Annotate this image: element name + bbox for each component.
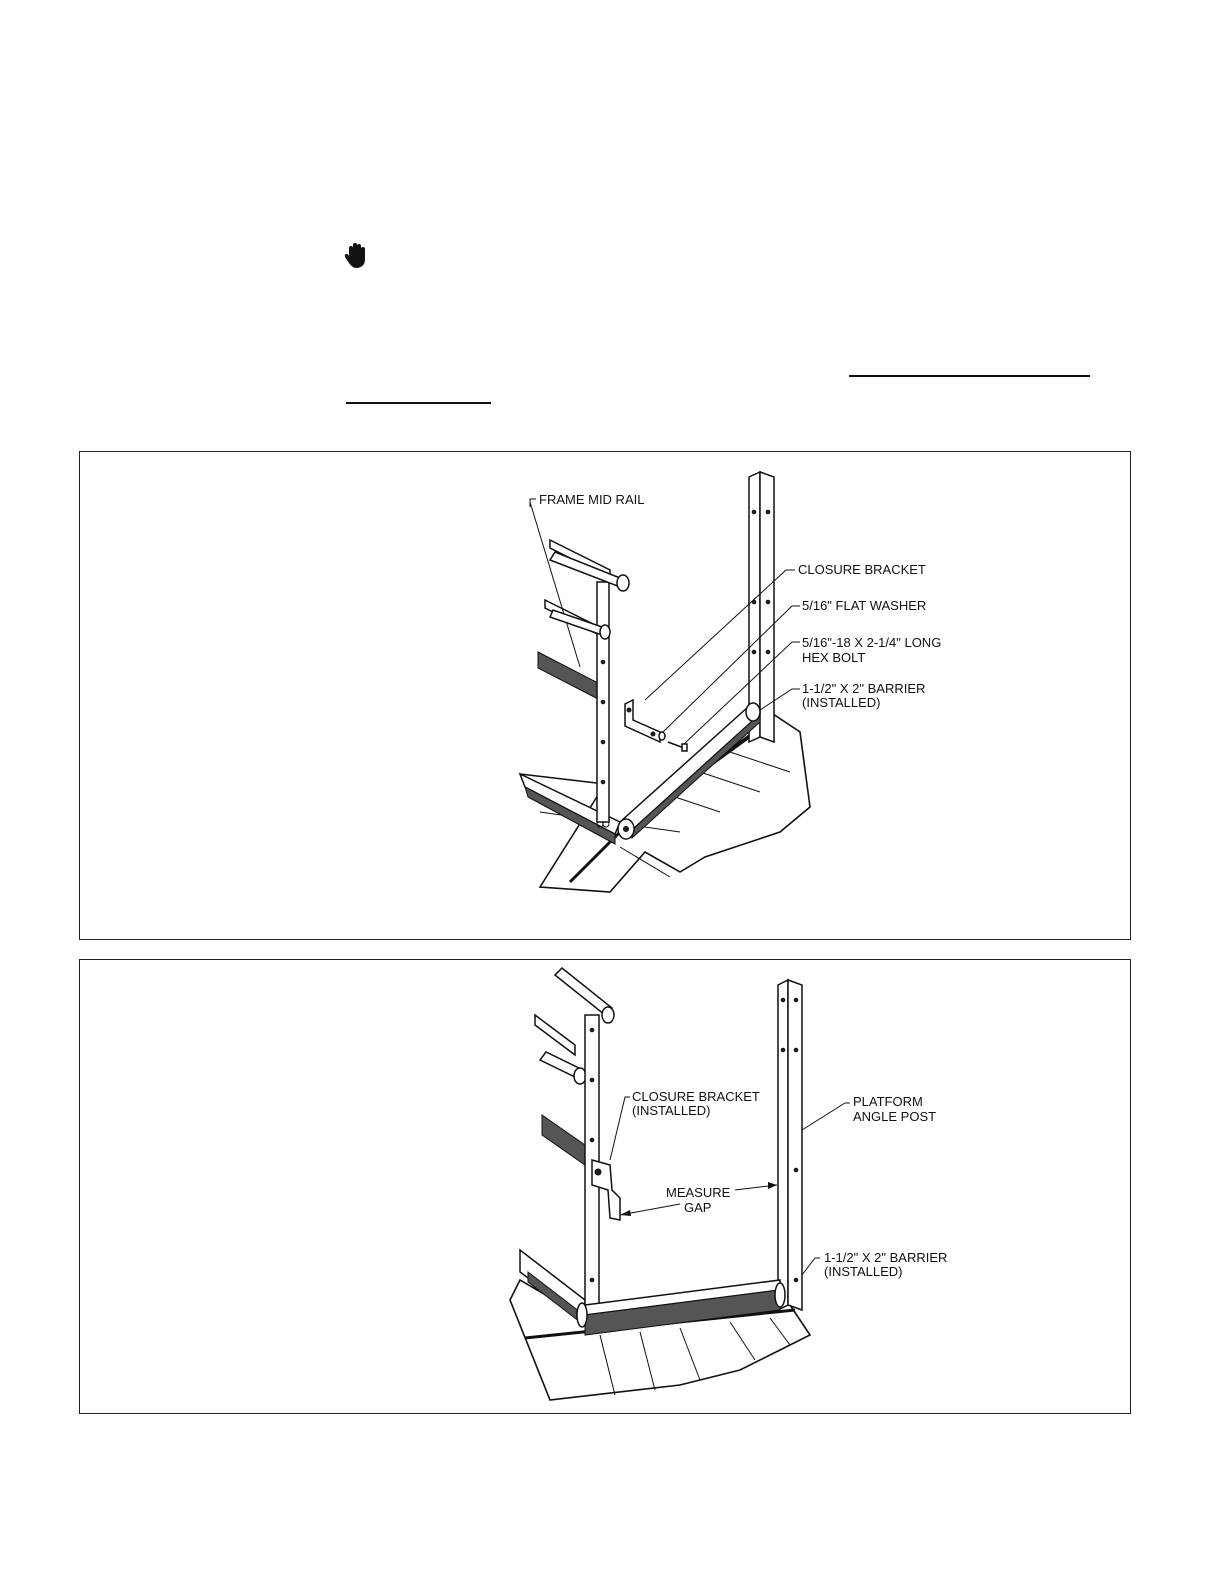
label-measure-line2: GAP [684, 1200, 712, 1215]
barrier-installed [577, 1280, 785, 1335]
label-barrier-line2: (INSTALLED) [802, 695, 881, 710]
underline-segment-2 [346, 402, 491, 404]
label-barrier-line1: 1-1/2" X 2" BARRIER [802, 681, 926, 696]
closure-bracket-part [625, 700, 660, 742]
label-frame-mid-rail: FRAME MID RAIL [539, 492, 645, 507]
label-angle-post-line2: ANGLE POST [853, 1109, 937, 1124]
label-barrier-line2: (INSTALLED) [824, 1264, 903, 1279]
underline-segment-1 [849, 375, 1090, 377]
label-closure-bracket-line2: (INSTALLED) [632, 1103, 711, 1118]
label-flat-washer: 5/16" FLAT WASHER [802, 598, 927, 613]
label-hex-bolt-line2: HEX BOLT [802, 650, 866, 665]
platform-angle-post [778, 980, 802, 1310]
label-closure-bracket: CLOSURE BRACKET [798, 562, 926, 577]
platform-angle-post [749, 472, 774, 742]
figure-closure-bracket-exploded [79, 451, 1131, 940]
label-hex-bolt-line1: 5/16"-18 X 2-1/4" LONG [802, 635, 942, 650]
label-barrier-line1: 1-1/2" X 2" BARRIER [824, 1250, 948, 1265]
flat-washer-part [659, 732, 665, 740]
figure-closure-bracket-installed [79, 959, 1131, 1414]
label-closure-bracket-line1: CLOSURE BRACKET [632, 1089, 760, 1104]
frame-mid-rail [535, 968, 614, 1165]
label-measure-line1: MEASURE [666, 1185, 731, 1200]
label-angle-post-line1: PLATFORM [853, 1094, 923, 1109]
hand-stop-icon [343, 242, 371, 270]
